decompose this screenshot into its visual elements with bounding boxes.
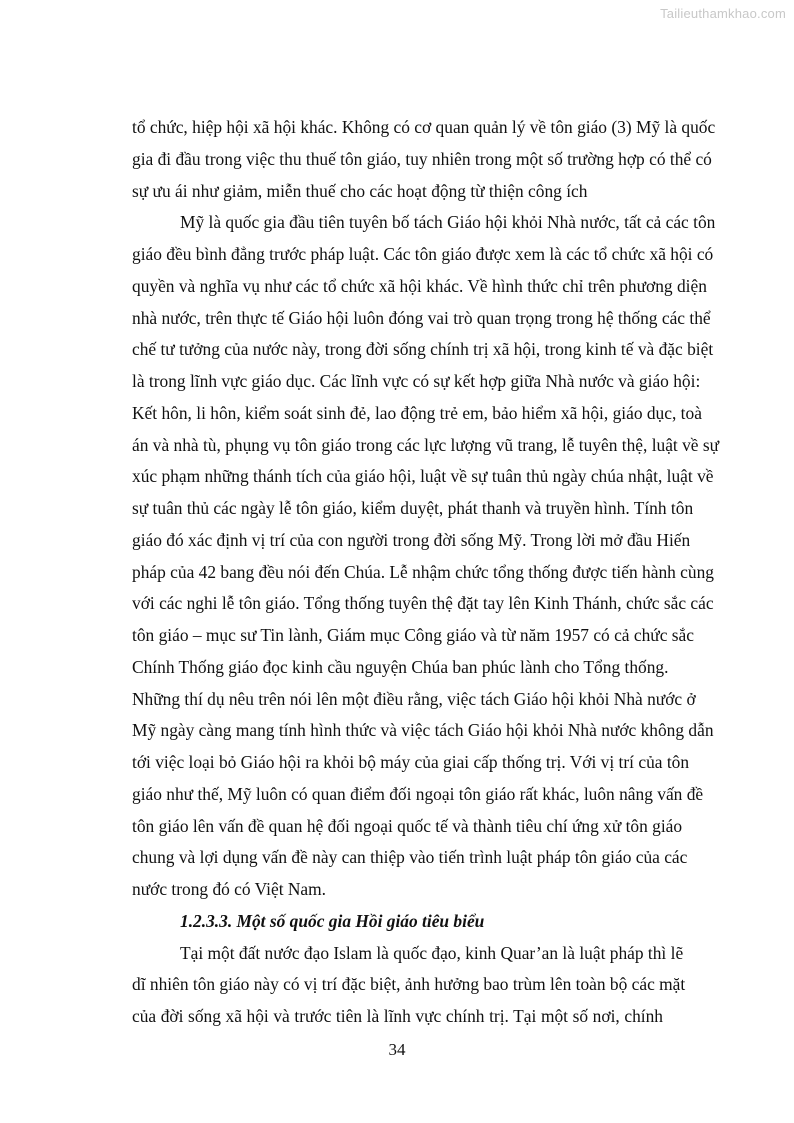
page-number: 34 bbox=[388, 1040, 406, 1059]
text-line: sự tuân thủ các ngày lễ tôn giáo, kiểm duyệt, phát thanh và truyền hình. Tính tôn bbox=[132, 498, 694, 518]
text-line: chế tư tưởng của nước này, trong đời sống chính trị xã hội, trong kinh tế và đặc biệt bbox=[132, 339, 714, 360]
text-line: Chính Thống giáo đọc kinh cầu nguyện Chúa ban phúc lành cho Tổng thống. bbox=[132, 656, 669, 677]
text-line: Kết hôn, li hôn, kiểm soát sinh đẻ, lao động trẻ em, bảo hiểm xã hội, giáo dục, toà bbox=[132, 402, 702, 423]
text-line: dĩ nhiên tôn giáo này có vị trí đặc biệt, ảnh hưởng bao trùm lên toàn bộ các mặt bbox=[132, 974, 686, 995]
text-line: gia đi đầu trong việc thu thuế tôn giáo, tuy nhiên trong một số trường hợp có thể có bbox=[132, 148, 712, 169]
section-heading: 1.2.3.3. Một số quốc gia Hồi giáo tiêu biểu bbox=[180, 910, 485, 931]
text-line: án và nhà tù, phụng vụ tôn giáo trong các lực lượng vũ trang, lễ tuyên thệ, luật về sự bbox=[132, 434, 720, 455]
text-line: là trong lĩnh vực giáo dục. Các lĩnh vực có sự kết hợp giữa Nhà nước và giáo hội: bbox=[132, 371, 701, 391]
text-line: với các nghi lễ tôn giáo. Tổng thống tuyên thệ đặt tay lên Kinh Thánh, chức sắc các bbox=[132, 593, 714, 614]
document-body bbox=[132, 112, 720, 1033]
text-line: xúc phạm những thánh tích của giáo hội, luật về sự tuân thủ ngày chúa nhật, luật về bbox=[132, 466, 714, 487]
paragraph-3 bbox=[132, 938, 686, 1033]
watermark: Tailieuthamkhao.com bbox=[660, 6, 786, 21]
text-line: quyền và nghĩa vụ như các tổ chức xã hội khác. Về hình thức chỉ trên phương diện bbox=[132, 275, 707, 296]
text-line: Mỹ ngày càng mang tính hình thức và việc tách Giáo hội khỏi Nhà nước không dẫn bbox=[132, 720, 714, 741]
text-line: tới việc loại bỏ Giáo hội ra khỏi bộ máy của giai cấp thống trị. Với vị trí của tôn bbox=[132, 752, 690, 772]
text-line: của đời sống xã hội và trước tiên là lĩnh vực chính trị. Tại một số nơi, chính bbox=[132, 1006, 663, 1026]
text-line: sự ưu ái như giảm, miễn thuế cho các hoạt động từ thiện công ích bbox=[132, 180, 588, 201]
text-line: chung và lợi dụng vấn đề này can thiệp vào tiến trình luật pháp tôn giáo của các bbox=[132, 847, 688, 868]
text-line: tôn giáo – mục sư Tin lành, Giám mục Công giáo và từ năm 1957 có cả chức sắc bbox=[132, 625, 694, 645]
paragraph-2 bbox=[132, 207, 720, 906]
text-line: Mỹ là quốc gia đầu tiên tuyên bố tách Giáo hội khỏi Nhà nước, tất cả các tôn bbox=[180, 212, 716, 233]
text-line: giáo như thế, Mỹ luôn có quan điểm đối ngoại tôn giáo rất khác, luôn nâng vấn đề bbox=[132, 783, 704, 804]
text-line: tôn giáo lên vấn đề quan hệ đối ngoại quốc tế và thành tiêu chí ứng xử tôn giáo bbox=[132, 815, 683, 836]
text-line: nhà nước, trên thực tế Giáo hội luôn đóng vai trò quan trọng trong hệ thống các thể bbox=[132, 307, 711, 328]
text-line: Tại một đất nước đạo Islam là quốc đạo, kinh Quar’an là luật pháp thì lẽ bbox=[180, 942, 684, 963]
text-line: pháp của 42 bang đều nói đến Chúa. Lễ nhậm chức tổng thống được tiến hành cùng bbox=[132, 561, 714, 582]
text-line: nước trong đó có Việt Nam. bbox=[132, 879, 327, 899]
paragraph-1 bbox=[132, 112, 716, 207]
text-line: giáo đều bình đẳng trước pháp luật. Các tôn giáo được xem là các tổ chức xã hội có bbox=[132, 244, 714, 264]
text-line: giáo đó xác định vị trí của con người trong đời sống Mỹ. Trong lời mở đầu Hiến bbox=[132, 529, 691, 550]
text-line: tổ chức, hiệp hội xã hội khác. Không có cơ quan quản lý về tôn giáo (3) Mỹ là quốc bbox=[132, 117, 716, 137]
text-line: Những thí dụ nêu trên nói lên một điều rằng, việc tách Giáo hội khỏi Nhà nước ở bbox=[132, 688, 696, 709]
